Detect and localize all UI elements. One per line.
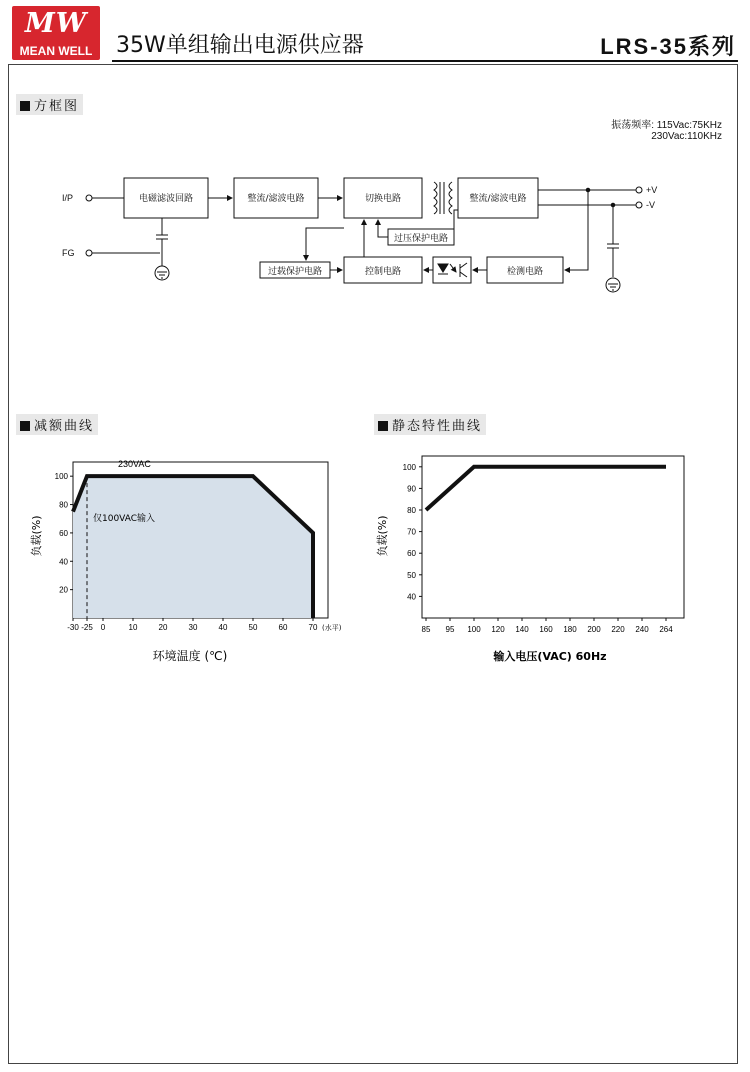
static-x-ticks bbox=[422, 625, 674, 634]
section-title-block-diagram: 方框图 bbox=[34, 99, 80, 114]
x-tick-label: 0 bbox=[100, 623, 106, 632]
static-chart bbox=[374, 446, 714, 686]
label-neg-v: -V bbox=[646, 200, 655, 210]
x-tick-label: 160 bbox=[539, 625, 553, 634]
section-title-static: 静态特性曲线 bbox=[392, 419, 483, 434]
label-ip: I/P bbox=[62, 193, 74, 203]
y-tick-label: 40 bbox=[59, 557, 68, 567]
annotation-230vac: 230VAC bbox=[118, 459, 151, 469]
x-tick-label: 60 bbox=[278, 623, 288, 632]
static-y-label: 负载(%) bbox=[376, 515, 389, 557]
y-tick-label: 80 bbox=[59, 500, 68, 510]
x-tick-label: 200 bbox=[587, 625, 601, 634]
series-title: LRS-35系列 bbox=[600, 34, 736, 59]
x-tick-label: 10 bbox=[128, 623, 138, 632]
square-bullet-icon bbox=[20, 421, 30, 431]
square-bullet-icon bbox=[378, 421, 388, 431]
x-tick-label: 20 bbox=[158, 623, 168, 632]
section-derating bbox=[16, 414, 98, 435]
x-tick-label: 70 bbox=[308, 623, 318, 632]
derating-x-ticks bbox=[67, 623, 318, 632]
x-tick-label: 240 bbox=[635, 625, 649, 634]
x-tick-label: -30 bbox=[67, 623, 79, 632]
y-tick-label: 80 bbox=[407, 506, 416, 515]
annotation-100vac: 仅100VAC输入 bbox=[93, 514, 156, 524]
x-tick-label: 140 bbox=[515, 625, 529, 634]
frequency-230: 230Vac:110KHz bbox=[651, 131, 722, 142]
derating-x-suffix: (水平) bbox=[322, 624, 342, 632]
section-title-derating: 减额曲线 bbox=[34, 419, 95, 434]
x-tick-label: 50 bbox=[248, 623, 258, 632]
y-tick-label: 70 bbox=[407, 527, 416, 537]
frequency-115: 115Vac:75KHz bbox=[656, 120, 722, 131]
label-fg: FG bbox=[62, 248, 75, 258]
y-tick-label: 60 bbox=[59, 528, 68, 538]
y-tick-label: 90 bbox=[407, 484, 416, 494]
block-rect-filter-in: 整流/滤波电路 bbox=[247, 194, 305, 204]
block-olp: 过载保护电路 bbox=[267, 267, 323, 277]
block-rect-filter-out: 整流/滤波电路 bbox=[469, 194, 527, 204]
x-tick-label: 220 bbox=[611, 625, 625, 634]
x-tick-label: 180 bbox=[563, 625, 577, 634]
block-switching: 切换电路 bbox=[364, 194, 402, 204]
y-tick-label: 100 bbox=[54, 472, 68, 482]
block-detection: 检测电路 bbox=[506, 267, 544, 277]
x-tick-label: 264 bbox=[659, 625, 673, 634]
block-ovp: 过压保护电路 bbox=[393, 234, 449, 244]
y-tick-label: 60 bbox=[407, 549, 416, 559]
x-tick-label: 120 bbox=[491, 625, 505, 634]
y-tick-label: 100 bbox=[402, 462, 416, 472]
x-tick-label: 40 bbox=[218, 623, 228, 632]
y-tick-label: 40 bbox=[407, 592, 416, 602]
frequency-label: 振荡频率: bbox=[611, 120, 654, 131]
y-tick-label: 20 bbox=[59, 585, 68, 595]
x-tick-label: -25 bbox=[81, 623, 93, 632]
label-pos-v: +V bbox=[646, 185, 658, 195]
x-tick-label: 100 bbox=[467, 625, 481, 634]
derating-y-label: 负载(%) bbox=[30, 515, 43, 557]
derating-chart bbox=[20, 446, 360, 686]
y-tick-label: 50 bbox=[407, 570, 416, 580]
static-x-label: 输入电压(VAC) 60Hz bbox=[493, 650, 607, 663]
block-emi-filter: 电磁滤波回路 bbox=[138, 194, 194, 204]
logo-brand: MEAN WELL bbox=[19, 44, 93, 58]
section-static bbox=[374, 414, 486, 435]
derating-x-label: 环境温度 (℃) bbox=[152, 649, 228, 663]
block-control: 控制电路 bbox=[364, 267, 402, 277]
derating-y-ticks bbox=[55, 472, 69, 594]
page-title: 35W单组输出电源供应器 bbox=[116, 33, 364, 58]
block-diagram bbox=[0, 0, 750, 320]
x-tick-label: 85 bbox=[421, 625, 431, 634]
x-tick-label: 30 bbox=[188, 623, 198, 632]
x-tick-label: 95 bbox=[445, 625, 455, 634]
static-y-ticks bbox=[403, 463, 417, 602]
logo-mark: MW bbox=[24, 8, 88, 39]
